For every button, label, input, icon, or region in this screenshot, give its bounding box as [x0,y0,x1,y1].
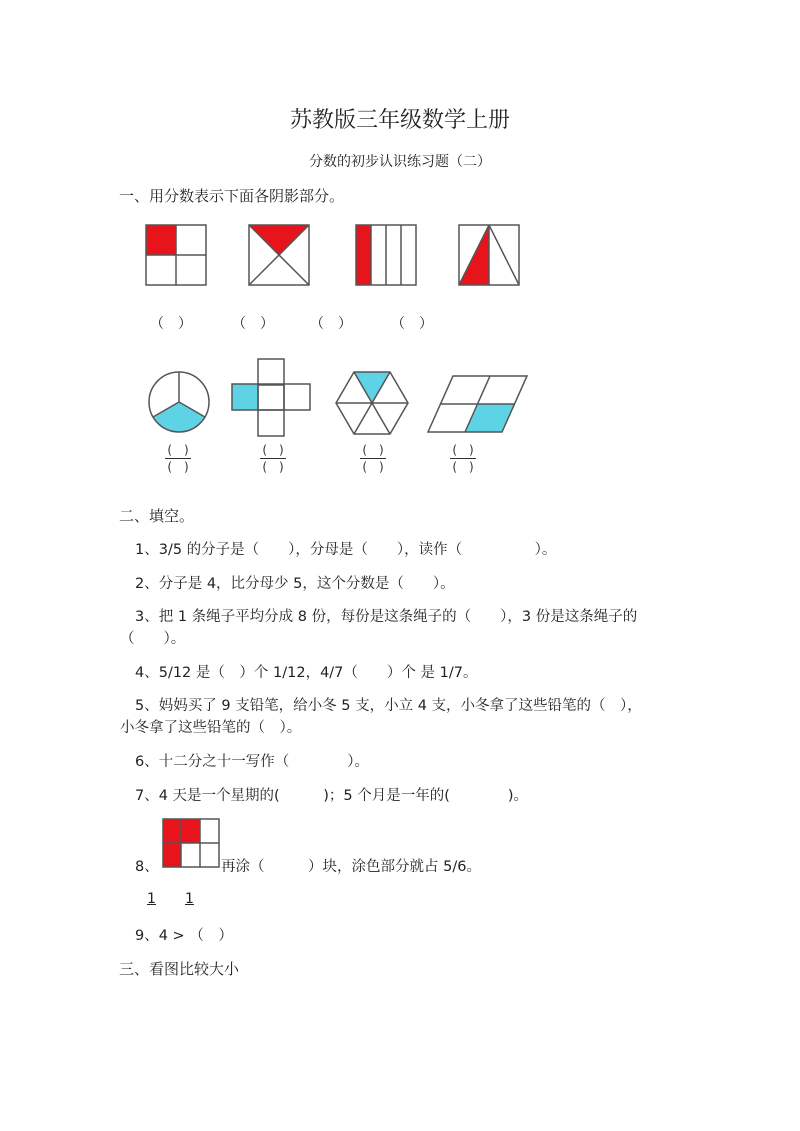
fraction-blank-3[interactable] [358,444,388,473]
question-9: 9、4 > （ ） [135,928,233,944]
fraction-bar [165,458,191,459]
page-title: 苏教版三年级数学上册 [289,108,510,133]
fraction-bar [260,458,286,459]
fraction-numerator: ( ) [452,443,474,457]
answer-blank-4[interactable]: （ ） [391,316,433,332]
question-5-line2: 小冬拿了这些铅笔的（ ）。 [120,720,302,736]
answer-blank-1[interactable]: （ ） [150,316,192,332]
section2-heading: 二、填空。 [119,507,195,525]
answer-blank-2[interactable]: （ ） [232,316,274,332]
question-2: 2、分子是 4，比分母少 5，这个分数是（ ）。 [135,576,455,592]
figure-square-strips [355,224,417,286]
question-1: 1、3/5 的分子是（ ），分母是（ ），读作（ ）。 [135,542,557,558]
figure-hexagon-sixths [334,371,410,435]
figure-square-diagonals [248,224,310,286]
figure-grid-sixths [162,818,220,868]
answer-blank-3[interactable]: （ ） [310,316,352,332]
fraction-denominator: ( ) [452,460,474,474]
figure-circle-thirds [147,370,211,434]
section3-heading: 三、看图比较大小 [119,960,240,978]
figure-square-triangles [458,224,520,286]
figure-cross-net [231,358,311,438]
question-3-line1: 3、把 1 条绳子平均分成 8 份，每份是这条绳子的（ ），3 份是这条绳子的 [135,609,638,625]
fraction-denominator: ( ) [362,460,384,474]
figure-parallelogram-quarters [427,374,529,434]
question-8-prefix: 8、 [135,859,159,875]
fraction-blank-1[interactable] [163,444,193,473]
fraction-denominator: ( ) [262,460,284,474]
fraction-denominator: ( ) [167,460,189,474]
fraction-blank-4[interactable] [448,444,478,473]
fraction-blank-2[interactable] [258,444,288,473]
question-4: 4、5/12 是（ ）个 1/12，4/7（ ）个 是 1/7。 [135,665,478,681]
fraction-numerator: ( ) [262,443,284,457]
figure-square-quarters [145,224,207,286]
fraction-bar [360,458,386,459]
question-6: 6、十二分之十一写作（ ）。 [135,754,369,770]
question-8-text: 再涂（ ）块，涂色部分就占 5/6。 [221,859,481,875]
question-5-line1: 5、妈妈买了 9 支铅笔，给小冬 5 支，小立 4 支，小冬拿了这些铅笔的（ ）， [135,698,642,714]
question-9-numerator-b: 1 [185,891,194,907]
page-subtitle: 分数的初步认识练习题（二） [309,154,491,170]
question-9-numerator-a: 1 [147,891,156,907]
fraction-numerator: ( ) [167,443,189,457]
question-7: 7、4 天是一个星期的( )；5 个月是一年的( )。 [135,788,529,804]
fraction-bar [450,458,476,459]
fraction-numerator: ( ) [362,443,384,457]
question-3-line2: （ ）。 [120,631,186,647]
section1-heading: 一、用分数表示下面各阴影部分。 [119,187,345,205]
